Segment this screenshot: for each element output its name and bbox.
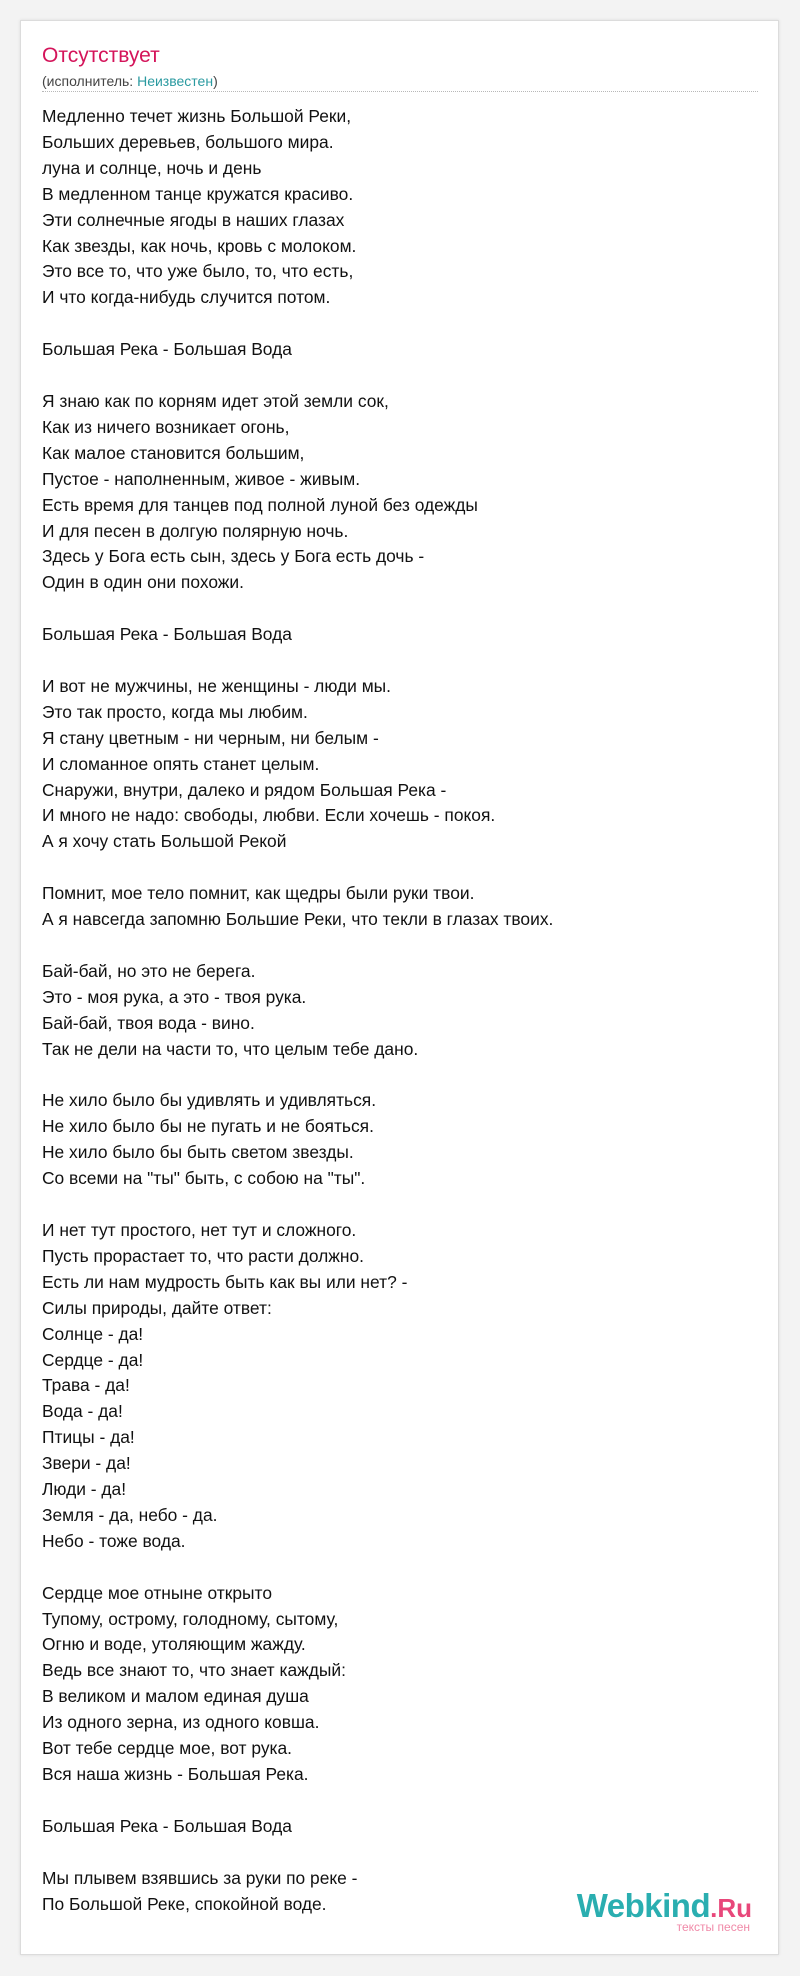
lyrics-line: Это - моя рука, а это - твоя рука. xyxy=(42,986,307,1007)
lyrics-line: Это так просто, когда мы любим. xyxy=(42,701,308,722)
lyrics-line: И сломанное опять станет целым. xyxy=(42,753,320,774)
lyrics-line: Пусть прорастает то, что расти должно. xyxy=(42,1245,364,1266)
lyrics-line: Как малое становится большим, xyxy=(42,442,305,463)
lyrics-stanza xyxy=(42,1218,758,1555)
lyrics-stanza xyxy=(42,389,758,596)
lyrics-stanza xyxy=(42,1088,758,1192)
site-logo[interactable] xyxy=(577,1889,752,1934)
logo-brand: Webkind xyxy=(576,1887,711,1924)
lyrics-line: А я навсегда запомню Большие Реки, что текли в глазах твоих. xyxy=(42,909,554,930)
lyrics-line: Огню и воде, утоляющим жажду. xyxy=(42,1634,306,1655)
lyrics-stanza xyxy=(42,881,758,933)
lyrics-stanza xyxy=(42,1814,758,1840)
lyrics-line: Вся наша жизнь - Большая Река. xyxy=(42,1764,309,1784)
lyrics-line: Бай-бай, твоя вода - вино. xyxy=(42,1012,255,1033)
lyrics-line: Так не дели на части то, что целым тебе дано. xyxy=(42,1038,419,1059)
lyrics-line: Небо - тоже вода. xyxy=(42,1530,186,1551)
lyrics-card xyxy=(20,20,779,1955)
lyrics-line: Мы плывем взявшись за руки по реке - xyxy=(42,1867,358,1888)
lyrics-line: Я стану цветным - ни черным, ни белым - xyxy=(42,727,379,748)
artist-prefix: (исполнитель: xyxy=(42,73,138,89)
lyrics-line: Звери - да! xyxy=(42,1453,131,1474)
lyrics-line: Пустое - наполненным, живое - живым. xyxy=(42,468,361,489)
title-divider xyxy=(42,91,758,92)
lyrics-line: Не хило было бы не пугать и не бояться. xyxy=(42,1116,374,1137)
lyrics-line: В великом и малом единая душа xyxy=(42,1686,309,1707)
lyrics-stanza xyxy=(42,622,758,648)
artist-line xyxy=(42,72,218,90)
lyrics-line: Сердце - да! xyxy=(42,1349,144,1370)
lyrics-line: Со всеми на "ты" быть, с собою на "ты". xyxy=(42,1168,366,1189)
lyrics-line: Эти солнечные ягоды в наших глазах xyxy=(42,209,345,230)
lyrics-line: Медленно течет жизнь Большой Реки, xyxy=(42,106,352,126)
lyrics-line: Вода - да! xyxy=(42,1401,123,1422)
lyrics-line: Большая Река - Большая Вода xyxy=(42,1815,292,1836)
lyrics-line: Здесь у Бога есть сын, здесь у Бога есть дочь - xyxy=(42,546,425,567)
logo-tld: .Ru xyxy=(710,1893,752,1923)
lyrics-line: Есть ли нам мудрость быть как вы или нет? - xyxy=(42,1271,408,1292)
lyrics-line: Снаружи, внутри, далеко и рядом Большая Река - xyxy=(42,779,447,800)
lyrics-line: Птицы - да! xyxy=(42,1427,135,1448)
lyrics-line: А я хочу стать Большой Рекой xyxy=(42,831,287,852)
lyrics-line: Сердце мое отныне открыто xyxy=(42,1582,272,1603)
lyrics-line: И вот не мужчины, не женщины - люди мы. xyxy=(42,675,391,696)
lyrics-line: Тупому, острому, голодному, сытому, xyxy=(42,1608,339,1629)
lyrics-stanza xyxy=(42,674,758,855)
lyrics-stanza xyxy=(42,1581,758,1788)
lyrics-stanza xyxy=(42,959,758,1063)
lyrics-line: Земля - да, небо - да. xyxy=(42,1504,218,1525)
lyrics-line: Бай-бай, но это не берега. xyxy=(42,960,256,981)
lyrics-line: Я знаю как по корням идет этой земли сок, xyxy=(42,390,389,411)
lyrics-line: Как из ничего возникает огонь, xyxy=(42,416,290,437)
lyrics-line: Силы природы, дайте ответ: xyxy=(42,1297,272,1318)
lyrics-line: Не хило было бы быть светом звезды. xyxy=(42,1142,354,1163)
lyrics-line: Солнце - да! xyxy=(42,1323,144,1344)
song-title: Отсутствует xyxy=(42,44,160,67)
lyrics-body xyxy=(42,104,758,1943)
lyrics-line: В медленном танце кружатся красиво. xyxy=(42,183,354,204)
lyrics-line: И что когда-нибудь случится потом. xyxy=(42,287,331,308)
lyrics-line: Не хило было бы удивлять и удивляться. xyxy=(42,1090,377,1111)
lyrics-line: Ведь все знают то, что знает каждый: xyxy=(42,1660,346,1681)
logo-subtitle: тексты песен xyxy=(676,1920,750,1934)
lyrics-line: И нет тут простого, нет тут и сложного. xyxy=(42,1219,357,1240)
lyrics-line: И для песен в долгую полярную ночь. xyxy=(42,520,349,541)
lyrics-line: Люди - да! xyxy=(42,1479,127,1500)
lyrics-line: По Большой Реке, спокойной воде. xyxy=(42,1893,327,1914)
artist-suffix: ) xyxy=(213,73,218,89)
artist-link[interactable]: Неизвестен xyxy=(137,73,214,89)
lyrics-line: Вот тебе сердце мое, вот рука. xyxy=(42,1738,293,1759)
lyrics-line: Большая Река - Большая Вода xyxy=(42,624,292,645)
lyrics-line: Один в один они похожи. xyxy=(42,572,244,593)
lyrics-stanza xyxy=(42,104,758,311)
lyrics-line: Помнит, мое тело помнит, как щедры были руки твои. xyxy=(42,883,475,904)
lyrics-line: Это все то, что уже было, то, что есть, xyxy=(42,261,354,282)
lyrics-line: Есть время для танцев под полной луной без одежды xyxy=(42,494,478,515)
lyrics-line: Трава - да! xyxy=(42,1375,130,1396)
lyrics-line: Из одного зерна, из одного ковша. xyxy=(42,1712,320,1733)
lyrics-line: луна и солнце, ночь и день xyxy=(42,157,262,178)
lyrics-stanza xyxy=(42,337,758,363)
lyrics-line: Больших деревьев, большого мира. xyxy=(42,131,334,152)
lyrics-line: Как звезды, как ночь, кровь с молоком. xyxy=(42,235,357,256)
lyrics-line: Большая Река - Большая Вода xyxy=(42,339,292,360)
lyrics-line: И много не надо: свободы, любви. Если хочешь - покоя. xyxy=(42,805,496,826)
